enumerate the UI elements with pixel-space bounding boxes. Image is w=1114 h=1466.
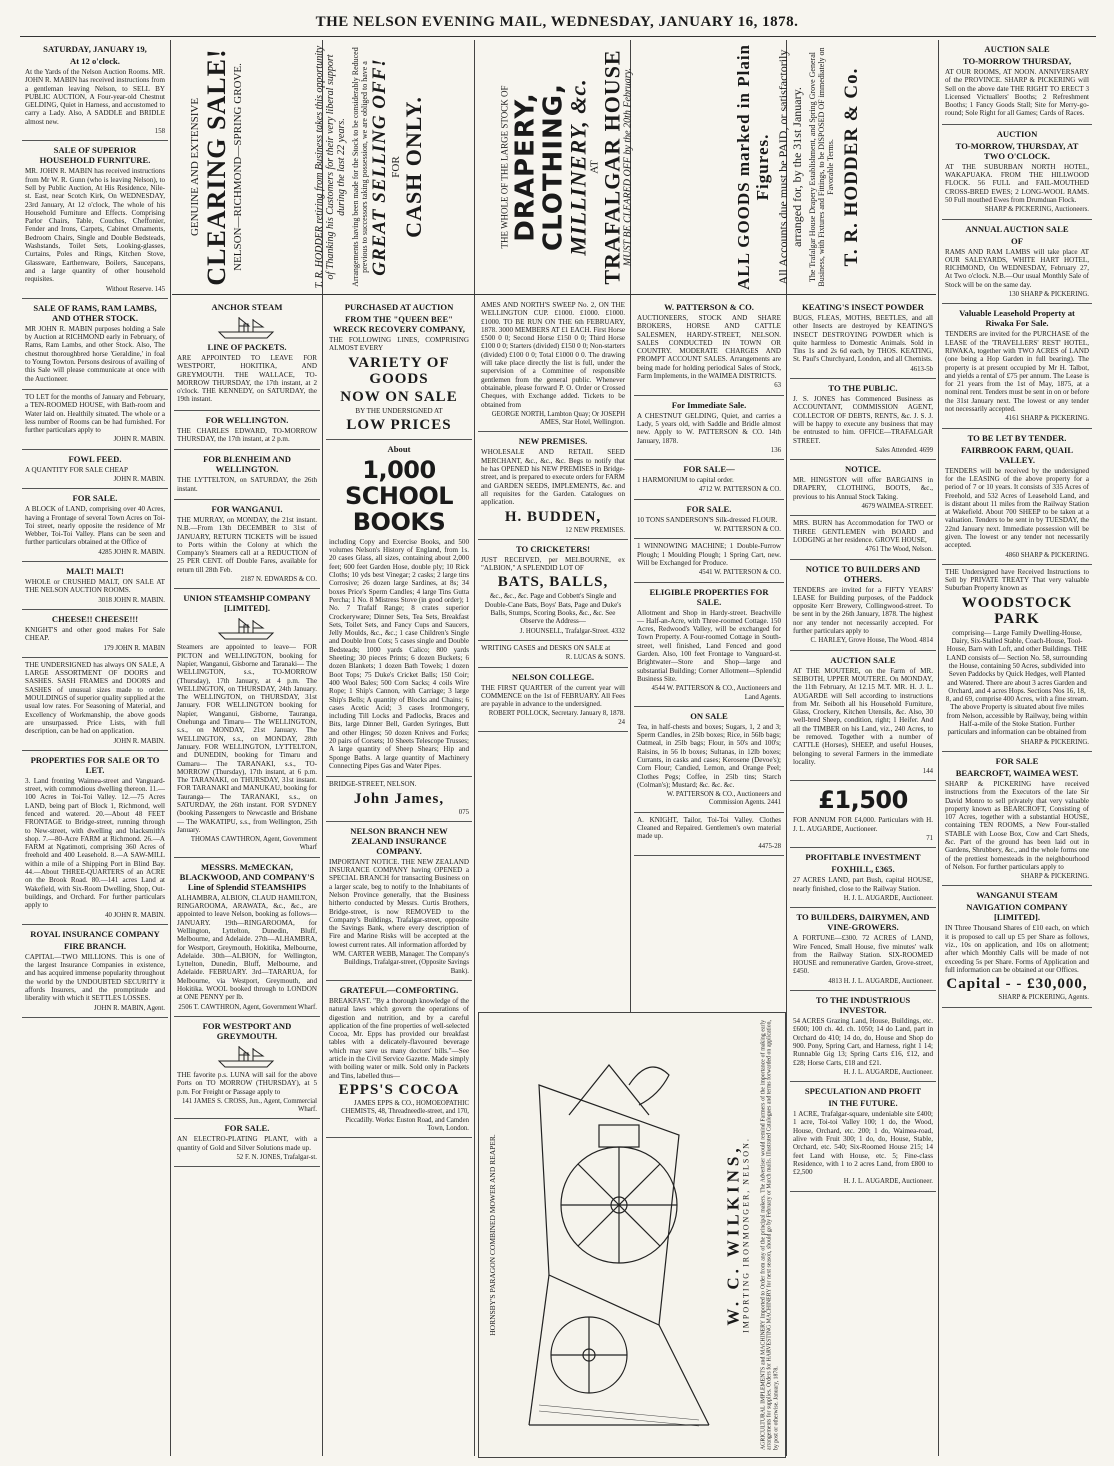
ad-signature: JOHN R. MABIN. [113, 475, 165, 483]
advertisement [22, 141, 168, 298]
ad-body: BRIDGE-STREET, NELSON. [329, 780, 417, 789]
ad-body: FOR ANNUM FOR £4,000. Particulars with H. J. L. AUGARDE, Auctioneer. [793, 816, 933, 833]
ad-heading: KEATING'S INSECT POWDER [802, 302, 924, 312]
advertisement [790, 1082, 936, 1192]
advertisement [634, 707, 784, 813]
ad-body: 1 HARMONIUM to capital order. [637, 476, 734, 485]
reaper-machine-illustration [509, 1025, 719, 1445]
ad-heading: FOWL FEED. [68, 453, 122, 464]
column-6 [790, 298, 936, 1456]
ad-body: 27 ACRES LAND, part Bush, capital HOUSE, nearly finished, close to the Railway Station. [793, 876, 933, 893]
ad-heading: PROFITABLE INVESTMENT [805, 852, 921, 863]
ad-heading: NELSON BRANCH NEW ZEALAND INSURANCE COMPANY. [350, 825, 448, 856]
advertisement [634, 583, 784, 707]
ad-signature: 52 F. N. JONES, Trafalgar-st. [236, 1154, 317, 1161]
ad-heading: FOR SALE. [224, 1123, 270, 1134]
ad-signature: SHARP & PICKERING, Agents. [998, 994, 1089, 1002]
hodder-ad-headline: TRAFALGAR HOUSE [599, 49, 625, 285]
ad-body: BREAKFAST. "By a thorough knowledge of the natural laws which govern the operations of digestion and nutrition, and by a careful application of the fine properties of well-selected Cocoa, Mr. Epps has provided our breakfast tables with a delicately-flavoured beverage which may save us many doctors' bills."—See article in the Civil Service Gazette. Made simply with boiling water or milk. Sold only in Packets and Tins, labelled thus— [329, 996, 469, 1080]
ad-signature: JOHN R. MABIN. [113, 436, 165, 444]
hodder-ad-headline: CLEARING SALE! [202, 48, 231, 286]
hodder-ad-panel-a [172, 42, 262, 292]
advertisement [22, 658, 168, 751]
advertiser-name: W. C. WILKINS, [723, 1144, 743, 1326]
advertisement [478, 540, 628, 641]
ad-body: 10 TONS SANDERSON'S Silk-dressed FLOUR. [637, 515, 778, 524]
steamship-engraving [177, 1043, 317, 1069]
ad-heading: UNION STEAMSHIP COMPANY [LIMITED]. [183, 593, 311, 614]
advertisement [790, 651, 936, 782]
advertisement [174, 500, 320, 589]
ad-signature: C. HARLEY, Grove House, The Wood. 4814 [810, 637, 933, 645]
ad-body: TENDERS will be received by the undersigned for the LEASING of the above property for a period of 7 or 10 years. It consists of 335 Acres of Freehold, and 532 Acres of Leasehold Land, and is distant about 11 miles from the Railway Station at Wakefield. About 700 SHEEP to be taken at a valuation. Tenders to be sent in by TUESDAY, the 22nd January next. Immediate possession will be given. The lowest or any tender not necessarily accepted. [945, 466, 1089, 550]
ad-body: IN Three Thousand Shares of £10 each, on which it is proposed to call up £5 per Share as follows, viz., 10s on application, and 10s on allotment; after which Monthly Calls will be made of not exceeding 5s per Share. Forms of Application and full information can be obtained at our Offices. [945, 924, 1089, 974]
ad-body: A QUANTITY FOR SALE CHEAP [25, 465, 128, 474]
ad-signature: SHARP & PICKERING, Auctioneers. [984, 206, 1089, 214]
ad-body: &c., &c., &c. Page and Cobbett's Single and Double-Cane Bats, Boys' Bats, Page and Duke's Balls, Stumps, Scoring Books, &c., &c. See Observe the Address— [484, 592, 622, 626]
advertisement [790, 516, 936, 559]
advertisement [22, 925, 168, 1018]
ad-display-line: WOODSTOCK PARK [961, 594, 1073, 627]
ad-body: THE CHARLES EDWARD, TO-MORROW THURSDAY, the 17th instant, at 2 p.m. [177, 426, 317, 444]
ad-body: MR. JOHN R. MABIN has received instructions from Mr W. R. Gunn (who is leaving Nelson), to Sell by Public Auction, At His Residence, Nile-st. East, near Scotch Kirk, On WEDNESDAY, 23rd January, At 12 o'clock, The whole of his Household Furniture and Effects. Comprising Parlor Chairs, Table, Couches, Cheffonier, Fender and Irons, Carpets, Cabinet Ornaments, Bedroom Chairs, Single and Double Bedsteads, Washstands, Toilet Sets, Looking-glasses, Curtains, Poles and Rings, Kitchen Stove, Glassware, Earthenware, Boilers, Saucepans, and a large quantity of other household requisites. [25, 167, 165, 284]
ad-heading: FOR WANGANUI. [211, 503, 283, 514]
advertisement [790, 908, 936, 991]
column-5 [634, 298, 784, 1008]
ad-subheading: FAIRBROOK FARM, QUAIL VALLEY. [960, 444, 1074, 465]
ad-signature: Sales Attended. 4699 [875, 446, 933, 454]
ad-body: AT THE MOUTERE, on the Farm of MR. SEIBOTH, UPPER MOUTERE. On MONDAY, the 11th February, At 12.15 M.T. MR. H. J. L. AUGARDE will Sell according to instructions from Mr. Seiboth all his Household Furniture, Glass, Crockery, Kitchen Utensils, &c. Also, 30 well-bred Sheep, condition, right; 1 Heifer. And all the TIMBER on his Land, viz., 240 Acres, to be removed. Together with a number of CATTLE (Horses), SHEEP, and useful Houses, belonging to several Farmers in the immediate locality. [793, 666, 933, 766]
ad-heading: MALT! MALT! [66, 566, 124, 577]
ad-heading: FOR SALE [995, 755, 1039, 766]
ad-signature: J. HOUNSELL, Trafalgar-Street. 4332 [519, 627, 625, 635]
ad-display-line: NOW ON SALE [340, 388, 458, 405]
advertisement [326, 777, 472, 822]
hodder-ad-line: NELSON—RICHMOND—SPRING GROVE. [232, 63, 244, 271]
advertisement [942, 220, 1092, 305]
ad-body: THE LYTTELTON, on SATURDAY, the 26th instant. [177, 476, 317, 493]
ad-heading: FOR SALE— [683, 464, 735, 475]
reaper-advertiser [719, 1013, 755, 1457]
ad-body: AN ELECTRO-PLATING PLANT, with a quantity of Gold and Silver Solutions made up. [177, 1135, 317, 1152]
ad-body: MRS. BURN has Accommodation for TWO or THREE GENTLEMEN with BOARD and LODGING at her residence. GROVE HOUSE, [793, 519, 933, 544]
ad-signature: 12 NEW PREMISES. [565, 526, 625, 534]
ad-signature: W. PATTERSON & CO., Auctioneers and Commission Agents. 2441 [666, 791, 781, 807]
ad-body: including Copy and Exercise Books, and 500 volumes Nelson's History of England, from 1s. 20 cases Glass, all sizes, containing about 2,000 feet; 600 feet Garden Hose, double ply; 10 Rick Cloths; 10 yds best Vinegar; 2 casks; 2 large tins Corrosive; 26 dozen large Sardines, at 8s; 34 boxes Price's Sperm Candles; 4 large Tins Gutta Percha; 1 No. 8 Mistress Stove (in good order); 1 No. 7 Trafalf Range; 8 crates superior Crockeryware; Dinner Sets, Tea Sets, Breakfast Sets, Toilet Sets, and Fancy Cups and Saucers, Jelly Moulds, &c., &c.; 1 case Children's Single and Double Iron Cots; 5 cases single and Double Bedsteads; 1000 yards Calico; 800 yards Sheeting; 30 pieces Prints; 6 dozen Buckets; 6 dozen Blankets; 1 dozen Bath Towels; 1 dozen Boot Tops; 75 Duke's Cricket Balls; 150 Coir; 400 Wool Bales; 500 Corn Sacks; 4 coils Wire Rope; 1 Ship's Cannon, with Carriage; 3 large Ship's Bells; A quantity of Blocks and Chains; 6 cases Acetic Acid; 3 cases Ironmongery, including Till Locks and Padlocks, Braces and Bits, large Dinner Bell, Garden Syringes, Butt and other Hinges; 50 dozen Knives and Forks; 20 pairs of Corsets; 10 Sheets Telescope Trusses; A large quantity of Sheep Shears; Hip and Sponge Baths. A large quantity of Machinery Connecting Pipes Gas and Water Pipes. [329, 537, 469, 770]
advertisement [174, 1017, 320, 1119]
ad-heading: SATURDAY, JANUARY 19, [43, 44, 147, 54]
ad-body: TENDERS are invited for the PURCHASE of the LEASE of the 'TRAVELLERS' REST' HOTEL, RIWAKA, together with TWO ACRES of LAND (one being a Hop Garden in full bearing). The property is at present occupied by Mr H. Talbot, and yields a rental of £75 per annum. The Lease is for 21 years from the 1st of May, 1875, at a nominal rent. Tenders must be sent in on or before the 31st January next. The lowest or any tender not necessarily accepted. [945, 330, 1089, 414]
hodder-ad-line: THE WHOLE OF THE LARGE STOCK OF [499, 85, 510, 249]
advertisement [22, 40, 168, 141]
ad-signature: 63 [774, 382, 781, 390]
ad-display-line: LOW PRICES [346, 416, 452, 433]
ad-body: THE FOLLOWING LINES, COMPRISING ALMOST EVERY [329, 336, 469, 353]
hodder-ad-headline: ALL GOODS marked in Plain Figures. [734, 43, 772, 291]
ad-heading: AUCTION SALE [984, 44, 1050, 54]
ad-heading: NOTICE. [844, 464, 882, 475]
ad-signature: 3018 JOHN R. MABIN. [98, 596, 165, 604]
ad-body: IMPORTANT NOTICE. THE NEW ZEALAND INSURANCE COMPANY having OPENED a SPECIAL BRANCH for transacting Business on a larger scale, beg to notify to the Inhabitants of Nelson Province generally, that the Business hitherto conducted by Messrs. Curtis Brothers, Bridge-street, is now REMOVED to the Company's Buildings, Trafalgar-street, opposite the Savings Bank, where every description of Fire and Marine Risks will be accepted at the lowest current rates. All information afforded by [329, 857, 469, 949]
ad-signature: SHARP & PICKERING. [1020, 738, 1089, 746]
column-divider [170, 40, 171, 1456]
ad-display-line: H. BUDDEN, [504, 508, 602, 525]
advertisement [790, 298, 936, 379]
ad-signature: 4679 WAIMEA-STREET. [861, 503, 933, 511]
ad-heading: TO BE LET BY TENDER. [967, 432, 1067, 443]
advertisement [478, 298, 628, 432]
ad-display-line: £1,500 [818, 786, 908, 815]
ad-heading: FOR SALE. [72, 493, 118, 504]
advertisement [942, 429, 1092, 565]
ad-heading: TO CRICKETERS! [515, 543, 591, 554]
advertisement [634, 396, 784, 460]
hodder-ad-line: The Trafalgar House Drapery Establishment, and Spring Grove General Business, with Fixtures and Fittings, to be DISPOSED OF immediately on Favorable Terms. [808, 47, 835, 287]
ad-body: THE MURRAY, on MONDAY, the 21st instant. N.B.—From 13th DECEMBER to 31st of JANUARY, RETURN TICKETS will be issued to Ports within the Colony at which the Company's Steamers call at a REDUCTION of 25 PER CENT. off Double Fares, available for return till 28th Feb. [177, 515, 317, 574]
steamship-engraving [177, 615, 317, 641]
advertisement [942, 752, 1092, 887]
ad-body: A BLOCK of LAND, comprising over 40 Acres, having a Frontage of several Town Acres on Toi-Toi street, nearly opposite the residence of Mr Webber, Toi-Toi Valley. Plans can be seen and further particulars obtained at the Office of [25, 505, 165, 547]
ad-heading: GRATEFUL—COMFORTING. [339, 984, 459, 995]
advertisement [942, 125, 1092, 220]
ad-signature: W. PATTERSON & CO. [714, 526, 781, 534]
ad-heading: CHEESE!! CHEESE!!! [51, 613, 139, 624]
hodder-ad-line: All Accounts due must be PAID, or satisfactorily arranged for, by the 31st January. [776, 49, 804, 285]
advertisement [942, 304, 1092, 428]
ad-body: THE FIRST QUARTER of the current year will COMMENCE on the 1st of FEBRUARY. All Fees are payable in advance to the undersigned. [481, 683, 625, 709]
hodder-ad-headline: CASH ONLY. [401, 96, 426, 238]
ad-subheading: IN THE FUTURE. [828, 1098, 898, 1109]
advertisement [174, 858, 320, 1017]
ad-display-line: EPPS'S COCOA [338, 1081, 460, 1098]
ad-body: THE UNDERSIGNED has always ON SALE, A LARGE ASSORTMENT OF DOORS and SASHES. SASH FRAMES and DOORS and SASHES of unusual sizes made to order. MOULDINGS of superior quality supplied at the usual low rates. For Seasoning of Material, and Excellency of Workmanship, the above goods are unsurpassed. Price Lists, with full description, can be had on application. [25, 660, 165, 736]
ad-body: 1 WINNOWING MACHINE; 1 Double-Furrow Plough; 1 Moulding Plough; 1 Spring Cart, new. Will be Exchanged for Produce. [637, 542, 781, 567]
ad-display-line: VARIETY OF GOODS [348, 354, 450, 387]
hodder-ad-headline: DRAPERY, CLOTHING, [510, 83, 569, 251]
column-7 [942, 40, 1092, 1456]
ad-signature: THOMAS CAWTHRON, Agent, Government Wharf [190, 836, 317, 852]
ad-body: Allotment and Shop in Hardy-street. Beachville — Half-an-Acre, with Three-roomed Cottage. 150 Acres, Redwood's Valley, will be exchanged for Town Property. A Four-roomed Cottage in South-street, well finished, Land Fenced and good Garden. Also, 100 feet Frontage to Vanguard-st. Brightwater—Store and Shop—large and substantial Building; Corner Allotment—Splendid Business Site. [637, 608, 781, 683]
ad-subheading: NAVIGATION COMPANY [LIMITED]. [966, 902, 1068, 923]
ad-body: J. S. JONES has Commenced Business as ACCOUNTANT, COMMISSION AGENT, COLLECTOR OF DEBTS, RENTS, &c. J. S. J. will be happy to execute any business that may be entrusted to him. OFFICE—TRAFALGAR STREET. [793, 395, 933, 445]
hodder-ad-panel-b [264, 42, 474, 292]
advertisement [942, 565, 1092, 752]
ad-body: TO LET for the months of January and February, a TEN-ROOMED HOUSE, with Bath-room and Water laid on. Healthily situated. The whole or a less number of Rooms can be had furnished. For further particulars apply to [25, 392, 165, 435]
advertisement [22, 751, 168, 925]
hodder-ad-line: FOR [390, 156, 402, 178]
reaper-caption: HORNSBY'S PARAGON COMBINED MOWER AND REAPER. [488, 1134, 497, 1336]
column-3 [326, 298, 472, 1456]
ad-signature: 4613-5b [910, 365, 933, 373]
ad-signature: 130 SHARP & PICKERING. [1008, 291, 1089, 299]
ad-body: 3. Land fronting Waimea-street and Vanguard-street, with commodious dwelling thereon. 11.—100 Acres in Toi-Toi Valley. 12.—75 Acres LAND, being part of Block 1, Richmond, well fenced and watered. 20.—About 48 FEET FRONTAGE to Bridge-street, running through to New-street, with dwelling and blacksmith's shop. 7.—80-Acre FARM at Richmond. 26.—A FARM at Ngatimoti, comprising 360 Acres of freehold and 400 Leasehold. 8.—A SAW-MILL within a mile of a Shipping Port in Blind Bay. 44.—About THREE-QUARTERS of an ACRE on the Brook Road. 80.—141 acres Land at Wakefield, with Six-Room Dwelling, Shop, Out-buildings, and Orchard. For further particulars apply to [25, 776, 165, 910]
ad-body: comprising— Large Family Dwelling-House, Dairy, Six-Stalled Stable, Coach-House, Tool-House, Barn with Loft, and other Buildings. THE LAND consists of— Section No. 58, surrounding the House, containing 50 Acres, subdivided into Seven Paddocks by Quick Hedges, well Planted and Watered. There are about 3 acres Garden and Orchard, and 4 acres Hops. Sections Nos 16, 18, 8, and 69, comprise 400 Acres, with a fine stream. The above Property is situated about five miles from Nelson, accessible by Railway, being within Half-a-mile of the Stoke Station. Further particulars and information can be obtained from [945, 628, 1089, 737]
advertisement [790, 560, 936, 651]
advertisement [942, 40, 1092, 125]
ad-signature: 4860 SHARP & PICKERING. [1005, 551, 1089, 559]
ad-heading: FOR WESTPORT AND GREYMOUTH. [202, 1020, 292, 1041]
ad-signature: 4761 The Wood, Nelson. [865, 546, 933, 554]
ad-body: A FORTUNE—£300. 72 ACRES of LAND, Wire Fenced, Small House, five minutes' walk from the Railway Station. SIX-ROOMED HOUSE and remunerative Garden, Grove-street, £450. [793, 934, 933, 976]
ad-subheading: TO-MORROW, THURSDAY, AT TWO O'CLOCK. [955, 140, 1079, 161]
advertisement [478, 432, 628, 539]
ad-heading: PURCHASED AT AUCTION [344, 302, 454, 312]
advertisement [174, 589, 320, 857]
ad-signature: R. LUCAS & SON'S. [565, 654, 625, 662]
ad-body: TENDERS are invited for a FIFTY YEARS' LEASE for Building purposes, of the Paddock opposite Kerr Brewery, Collingwood-street. To be sent in by the 26th January, 1878. The highest nor any tender not necessarily accepted. For further particulars apply to [793, 585, 933, 636]
ad-signature: GEORGE NORTH, Lambton Quay; Or JOSEPH AMES, Star Hotel, Wellington. [491, 410, 625, 427]
ad-subheading: FOXHILL, £365. [831, 864, 895, 875]
ad-signature: 4285 JOHN R. MABIN. [98, 548, 165, 556]
ad-body: Steamers are appointed to leave— FOR PICTON and WELLINGTON, booking for Napier, Wanganui, Gisborne and Taranaki— The WELLINGTON, s.s., TO-MORROW (Thursday), 17th January, at 4 p.m. The WELLINGTON, on THURSDAY, 24th January. The WELLINGTON, on THURSDAY, 31st January. FOR WELLINGTON booking for Napier, Wanganui, Gisborne, Tauranga, Onehunga and Timaru— The WELLINGTON, s.s., on MONDAY, 21st January. The WELLINGTON, s.s., on MONDAY, 28th January. FOR WELLINGTON, LYTTELTON, and DUNEDIN, booking for Timaru and Oamaru— The TARANAKI, s.s., TO-MORROW (Thursday), 17th instant, at 6 p.m. The TARANAKI, on THURSDAY, 31st instant. FOR TARANAKI and MANUKAU, booking for Tauranga— The TARANAKI, s.s., on SATURDAY, the 26th instant. FOR SYDNEY (booking Passengers to Newcastle and Brisbane— The WAKATIPU, s.s., from Wellington, 25th January. [177, 643, 317, 834]
ad-signature: 4544 W. PATTERSON & CO., Auctioneers and Land Agents. [651, 685, 781, 701]
ad-signature: 158 [154, 128, 165, 136]
ad-body: A CHESTNUT GELDING, Quiet, and carries a Lady, 5 years old, with Saddle and Bridle almost new. Apply to W. PATTERSON & CO. 14th January, 1878. [637, 411, 781, 445]
reaper-caption-left [481, 1013, 505, 1457]
advertisement [942, 886, 1092, 1007]
advertisement [22, 390, 168, 450]
hodder-ad-line: AT [588, 160, 601, 174]
ad-signature: 4541 W. PATTERSON & CO. [698, 569, 781, 577]
ad-body: CAPITAL—TWO MILLIONS. This is one of the largest Insurance Companies in existence, and has acquired immense popularity throughout the world by the UNDOUBTED SECURITY it affords Insurers, and the promptitude and liberality with which it SETTLES LOSSES. [25, 952, 165, 1003]
ad-heading: SALE OF RAMS, RAM LAMBS, AND OTHER STOCK. [33, 302, 157, 323]
ad-signature: H. J. L. AUGARDE, Auctioneer. [843, 1068, 933, 1076]
ad-heading: ON SALE [690, 710, 728, 721]
ad-body: AT THE SUBURBAN NORTH HOTEL, WAKAPUAKA. FROM THE HILLWOOD FLOCK. 56 FULL and FAIL-MOUTHED CROSS-BRED EWES; 2 LONG-WOOL RAMS. 50 Full mouthed Ewes from Drumduan Flock. [945, 162, 1089, 204]
ad-body: AUCTIONEERS, STOCK AND SHARE BROKERS, HORSE AND CATTLE SALESMEN, HARDY-STREET, NELSON. SALES CONDUCTED IN TOWN OR COUNTRY. MODERATE CHARGES AND PROMPT ACCOUNT SALES. Arrangements are being made for holding periodical Sales of Stock, Farm Implements, in the WAIMEA DISTRICTS. [637, 314, 781, 381]
ad-heading: TO THE PUBLIC. [828, 383, 898, 394]
ad-heading: TO BUILDERS, DAIRYMEN, AND VINE-GROWERS. [796, 912, 930, 933]
ad-signature: 2506 T. CAWTHRON, Agent, Government Wharf. [178, 1003, 317, 1011]
ad-signature: JAMES EPPS & CO., HOMOEOPATHIC CHEMISTS, 48, Threadneedle-street, and 170, Piccadilly. Works: Euston Road, and Camden Town, London. [341, 1099, 469, 1132]
ad-display-line: Capital - - £30,000, [946, 976, 1088, 993]
ad-display-line: 1,000 SCHOOL BOOKS [344, 455, 454, 536]
ad-body: RAMS AND RAM LAMBS will take place AT OUR SALEYARDS, WHITE HART HOTEL, RICHMOND, On WEDNESDAY, February 27, At Two o'clock. N.B.—Our usual Monthly Sale of Stock will be on the same day. [945, 247, 1089, 289]
ad-signature: 4475-28 [758, 842, 781, 850]
ad-body: BUGS, FLEAS, MOTHS, BEETLES, and all other Insects are destroyed by KEATING'S INSECT DESTROYING POWDER which is quite harmless to Domestic Animals. Sold in Tins 1s and 2s 6d each, by THOS. KEATING, St. Paul's Churchyard, London, and all Chemists. [793, 314, 933, 364]
wilkins-reaper-ad [478, 1012, 786, 1458]
ad-body: AMES AND NORTH'S SWEEP No. 2, ON THE WELLINGTON CUP. £1000. £1000. £1000. £1000. TO BE RUN ON THE 6th FEBRUARY, 1878. 3000 MEMBERS AT £1 EACH. First Horse £500 0 0; Second Horse £150 0 0; Third Horse £100 0 0; Starters (divided) £150 0 0; Non-starters (divided) £100 0 0; Total £1000 0 0. The drawing will take place directly the list is full, under the supervision of a Committee of responsible gentlemen from the general public. Whenever obtainable, please forward P. O. Order or Crossed Cheques, with Exchange added. Tickets to be obtained from [481, 301, 625, 409]
masthead-rule [20, 36, 1096, 37]
ad-body: WHOLE or CRUSHED MALT, ON SALE AT THE NELSON AUCTION ROOMS. [25, 578, 165, 595]
advertisement [478, 668, 628, 732]
column-4 [478, 298, 628, 1008]
ad-signature: 4712 W. PATTERSON & CO. [698, 486, 781, 494]
ad-subheading: FIRE BRANCH. [63, 940, 127, 951]
ad-body: KNIGHT'S and other good makes For Sale CHEAP. [25, 625, 165, 643]
ad-body: WHOLESALE AND RETAIL SEED MERCHANT, &c., &c., &c. Begs to notify that he has OPENED his NEW PREMISES in Bridge-street, and is prepared to execute orders for FARM and GARDEN SEEDS, IMPLEMENTS, &c. and all requisites for the Garden. Catalogues on application. [481, 448, 625, 507]
advertisement [790, 781, 936, 848]
advertisement [326, 822, 472, 981]
hodder-ad-rule [172, 294, 936, 295]
ad-signature: ROBERT POLLOCK, Secretary. January 8, 1878. 24 [488, 710, 625, 726]
ad-body: ALHAMBRA, ALBION, CLAUD HAMILTON, RINGAROOMA, ARAWATA, &c., &c., are appointed to leave Nelson, booking as follows— JANUARY. 19th—RINGAROOMA, for Wellington, Lyttelton, Dunedin, Bluff, Melbourne, and Adelaide. 27th—ALHAMBRA, for Westport, Greymouth, Hokitika, Melbourne, Adelaide. 30th—ALBION, for Wellington, Lyttelton, Dunedin, Bluff, Melbourne, and Adelaide. FEBRUARY. 3rd—TARARUA, for Melbourne, via Westport, Greymouth, and Hokitika. WOOL booked through to LONDON at ONE PENNY per lb. [177, 893, 317, 1002]
ad-heading: ANNUAL AUCTION SALE [965, 223, 1069, 234]
ad-signature: 40 JOHN R. MABIN. [105, 911, 165, 919]
ad-body: WRITING CASES and DESKS ON SALE at [481, 643, 611, 652]
advertisement [326, 981, 472, 1138]
ad-body: A. KNIGHT, Tailor, Toi-Toi Valley. Clothes Cleaned and Repaired. Gentlemen's own material made up. [637, 815, 781, 841]
ad-subheading: LINE OF PACKETS. [207, 342, 287, 352]
ad-body: THE favorite p.s. LUNA will sail for the above Ports on TO MORROW (THURSDAY), at 5 p.m. For Freight or Passage apply to [177, 1070, 317, 1096]
advertisement [634, 298, 784, 396]
ad-heading: NELSON COLLEGE. [511, 671, 595, 682]
ad-signature: H. J. L. AUGARDE, Auctioneer. [843, 1178, 933, 1186]
ad-signature: 144 [922, 768, 933, 776]
column-divider [938, 40, 939, 1456]
ad-subheading: At 12 o'clock. [70, 56, 120, 66]
ad-body: Tea, in half-chests and boxes; Sugars, 1, 2 and 3; Sperm Candles, in 25lb boxes; Rice, in 56lb bags; Oatmeal, in 25lb bags; Flour, in 50's and 100's; Raisins, in 56 lb boxes; Sultanas, in 12lb boxes; Currants, in casks and cases; Kerosene (Devoe's); Corn Flour; Candied, Lemon, and Orange Peel; Clothes Pegs; Coffee, in 25lb tins; Starch (Colman's); Mustard; &c. &c. &c. [637, 722, 781, 789]
hodder-ad-headline: MILLINERY, &c. [565, 78, 591, 256]
ad-body: JUST RECEIVED, per MELBOURNE, ex "ALBION," A SPLENDID LOT OF [481, 555, 625, 573]
ad-body: THE Undersigned have Received Instructions to Sell by PRIVATE TREATY That very valuable Suburban Property known as [945, 567, 1089, 593]
ad-signature: 141 JAMES S. CROSS, Jun., Agent, Commercial Wharf. [181, 1097, 317, 1114]
ad-body: SHARP & PICKERING have received instructions from the Executors of the late Sir David Monro to sell privately that very valuable property known as BEARCROFT, Consisting of 107 Acres, together with a substantial HOUSE, containing TEN ROOMS, a New Four-stalled STABLE with Loose Box, Cow and Cart Sheds, &c. Part of the ground has been laid out in Gardens, Shrubbery, &c., and the whole forms one of the prettiest homesteads in the neighbourhood of Nelson. For further particulars apply to [945, 779, 1089, 871]
ad-signature: Without Reserve. 145 [105, 285, 165, 293]
ad-subheading: OF [1011, 235, 1023, 246]
ad-heading: ELIGIBLE PROPERTIES FOR SALE. [649, 586, 769, 607]
ad-heading: TO THE INDUSTRIOUS INVESTOR. [815, 995, 911, 1016]
reaper-notes [757, 1013, 783, 1457]
ad-signature: 4161 SHARP & PICKERING. [1005, 415, 1089, 423]
advertisement [22, 610, 168, 658]
advertisement [790, 848, 936, 908]
ad-heading: AUCTION [996, 128, 1038, 139]
ad-signature: 2187 N. EDWARDS & CO. [240, 576, 317, 584]
advertisement [790, 379, 936, 460]
ad-heading: NEW PREMISES. [518, 436, 588, 447]
advertisement [790, 991, 936, 1082]
hodder-ad-headline: GREAT SELLING OFF! [369, 58, 390, 276]
column-1 [22, 40, 168, 1456]
ad-signature: 136 [770, 446, 781, 454]
advertisement [790, 460, 936, 516]
ad-signature: SHARP & PICKERING. [1020, 873, 1089, 881]
ad-signature: 4813 H. J. L. AUGARDE, Auctioneer. [828, 977, 933, 985]
masthead: THE NELSON EVENING MAIL, WEDNESDAY, JANUARY 16, 1878. [315, 14, 799, 30]
ad-body: BY THE UNDERSIGNED AT [355, 406, 443, 415]
advertisement [22, 450, 168, 490]
ad-signature: JOHN R. MABIN. [113, 737, 165, 745]
ad-subheading: TO-MORROW THURSDAY, [962, 56, 1072, 66]
advertisement [174, 450, 320, 500]
reaper-notes-text: AGRICULTURAL IMPLEMENTS and MACHINERY Imported to Order from any of the principal makers. The Advertiser would remind Farmers of the importance of making early arrangements for supplies. Orders for HARVESTING MACHINERY for next season, should go by February or March mails. Illustrated Catalogues and terms forwarded on application, by post or otherwise. [760, 1020, 780, 1450]
ad-body: MR JOHN R. MABIN purposes holding a Sale by Auction at RICHMOND early in February, of Rams, Ram Lambs, and other Stock. Also, The chestnut thoroughbred horse 'Geraldine,' in foal to Young Towton. Persons desirous of availing of this Sale will please communicate at once with the Auctioneer. [25, 324, 165, 383]
column-divider [474, 40, 475, 1456]
advertisement [634, 460, 784, 500]
ad-heading: About [387, 443, 411, 454]
ad-heading: NOTICE TO BUILDERS AND OTHERS. [805, 563, 921, 584]
ad-heading: SPECULATION AND PROFIT [804, 1086, 922, 1097]
ad-signature: JOHN R. MABIN, Agent. [94, 1004, 165, 1012]
ad-body: ARE APPOINTED TO LEAVE FOR WESTPORT, HOKITIKA, AND GREYMOUTH. THE WALLACE, TO-MORROW THURSDAY, the 17th instant, at 2 o'clock. THE KENNEDY, on SATURDAY, the 19th instant. [177, 354, 317, 404]
ad-signature: 71 [926, 835, 933, 843]
hodder-ad-panel-d [658, 42, 938, 292]
hodder-ad-panel-c [476, 42, 656, 292]
advertisement [22, 562, 168, 610]
ad-heading: ROYAL INSURANCE COMPANY [30, 928, 160, 939]
ad-subheading: BEARCROFT, WAIMEA WEST. [955, 767, 1079, 778]
ad-heading: PROPERTIES FOR SALE OR TO LET. [30, 754, 160, 775]
advertisement [478, 641, 628, 668]
ad-heading: FOR SALE. [686, 503, 732, 514]
advertisement [22, 299, 168, 390]
ad-body: At the Yards of the Nelson Auction Rooms. MR. JOHN R. MABIN has received instructions from a gentleman leaving Nelson, to SELL BY PUBLIC AUCTION, A Four-year-old Chestnut GELDING, Quiet in Harness, and accustomed to carry a Lady. Also, A SADDLE and BRIDLE almost new. [25, 68, 165, 126]
hodder-ad-signature: T. R. HODDER & Co. [841, 67, 862, 267]
ad-display-line: BATS, BALLS, [497, 574, 609, 591]
ad-heading: SALE OF SUPERIOR HOUSEHOLD FURNITURE. [39, 145, 151, 166]
advertisement [326, 440, 472, 777]
ad-display-line: John James, [353, 790, 445, 807]
ad-heading: AUCTION SALE [830, 654, 896, 665]
ad-heading: ANCHOR STEAM [211, 302, 283, 312]
hodder-ad-line: MUST BE CLEARED OFF by the 20th February. [622, 67, 634, 267]
ad-body: AT OUR ROOMS, AT NOON. ANNIVERSARY of the PROVINCE. SHARP & PICKERING will Sell on the above date THE RIGHT TO ERECT 3 Licensed Victuallers' Booths; 2 Refreshment Booths; 1 Fancy Goods Stall; Site for Merry-go-round; Sole Right for all Games; Cards of Races. [945, 68, 1089, 118]
ad-subheading: FROM THE "QUEEN BEE" WRECK RECOVERY COMPANY, [333, 314, 465, 334]
advertisement [326, 298, 472, 440]
advertisement [634, 813, 784, 856]
ad-body: MR. HINGSTON will offer BARGAINS in DRAPERY, CLOTHING, BOOTS, &c., previous to his Annual Stock Taking. [793, 476, 933, 501]
steamship-engraving [177, 314, 317, 340]
advertiser-subtitle: IMPORTING IRONMONGER, NELSON. [741, 1137, 751, 1333]
ad-body: 54 ACRES Grazing Land, House, Buildings, etc. £600; 100 ch. 4d. ch. 1050; 14 do Land, part in Orchard do 410; 14 do, do, House and Shop do 900. Pony, Spring Cart, and Harness, right 1 14; Runnable Gig 13; Spring Carts £16, £12, and £28; Horse Carts, £18 and £21. [793, 1017, 933, 1067]
hodder-ad-line: T. R. HODDER retiring from Business takes this opportunity of Thanking his Customers for their very liberal support during the last 22 years. [314, 45, 347, 289]
ad-heading: For Immediate Sale. [671, 399, 747, 410]
ad-heading: FOR BLENHEIM AND WELLINGTON. [203, 454, 291, 475]
hodder-ad-line: Arrangements having been made for the Stock to be considerably Reduced previous to successors taking possession, we are obliged to have a [351, 47, 369, 287]
column-2 [174, 298, 320, 1456]
ad-signature: H. J. L. AUGARDE, Auctioneer. [843, 894, 933, 902]
ad-heading: W. PATTERSON & CO. [664, 302, 754, 312]
advertisement [174, 298, 320, 411]
ad-body: 1 ACRE, Trafalgar-square, undeniable site £400; 1 acre, Toi-toi Valley 100; 1 do, the Wood, House, Orchard, etc. 200; 1 do, Waimea-road, alive with Fruit 300; 1 do, do, House, Stable, Orchard, etc. 540; Six-Roomed House 215; 14 feet Land with House, etc. 5; Fine-class Residence, with 1 to 2 acres Land, from £800 to £2,500 [793, 1110, 933, 1177]
advertisement [634, 539, 784, 582]
advertisement [174, 1119, 320, 1167]
ad-signature: WM. CARTER WEBB, Manager. The Company's Buildings, Trafalgar-street, (Opposite Savings Bank). [332, 951, 469, 975]
ad-heading: FOR WELLINGTON. [205, 414, 289, 425]
ad-heading: WANGANUI STEAM [976, 890, 1058, 901]
hodder-ad-line: GENUINE AND EXTENSIVE [189, 97, 201, 237]
advertisement [22, 489, 168, 562]
ad-signature: 179 JOHN R. MABIN [103, 644, 165, 652]
ad-heading: MESSRS. McMECKAN, BLACKWOOD, AND COMPANY'S Line of Splendid STEAMSHIPS [179, 861, 315, 892]
advertisement [174, 411, 320, 451]
advertisement [634, 500, 784, 540]
ad-heading: Valuable Leasehold Property at Riwaka For Sale. [959, 308, 1075, 329]
ad-signature: 075 [458, 808, 469, 816]
reaper-date: January, 1878. [773, 1366, 780, 1400]
